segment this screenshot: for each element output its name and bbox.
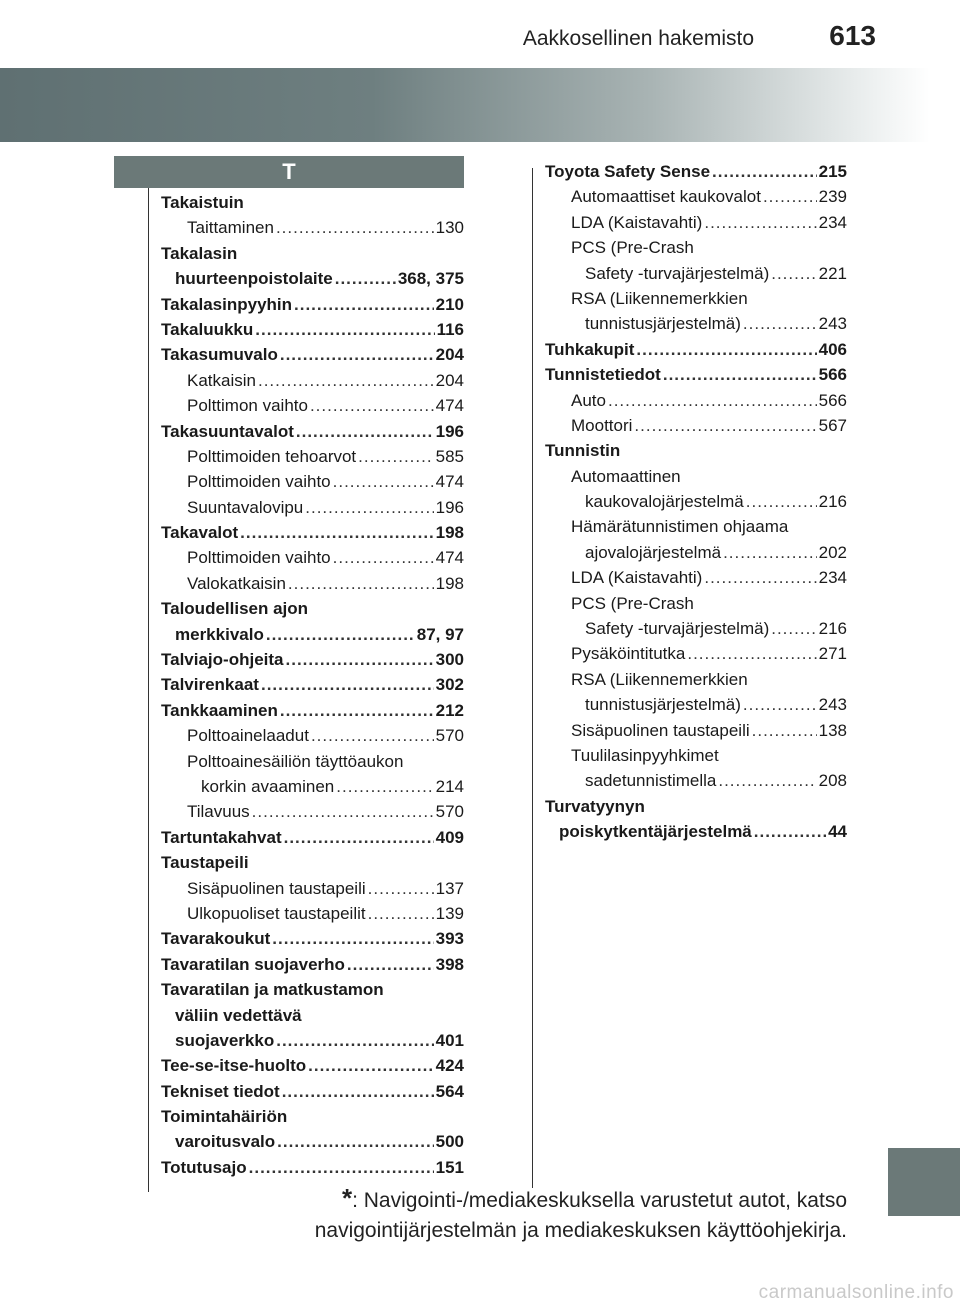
index-entry-text: Sisäpuolinen taustapeili <box>571 720 750 740</box>
index-entry <box>545 388 847 413</box>
index-entry-page: 216 <box>818 492 847 512</box>
leader-dots <box>608 388 817 413</box>
index-entry-page: 564 <box>435 1081 464 1101</box>
index-entry-text: Automaattiset kaukovalot <box>571 187 761 207</box>
index-entry <box>545 362 847 387</box>
index-entry <box>161 292 464 317</box>
index-entry <box>545 413 847 438</box>
leader-dots <box>288 571 434 596</box>
index-entry-text: Tankkaaminen <box>161 700 278 720</box>
index-entry <box>545 311 847 336</box>
index-entry-page: 198 <box>435 523 464 543</box>
index-entry <box>161 926 464 951</box>
index-entry <box>161 698 464 723</box>
index-entry-text: tunnistusjärjestelmä) <box>585 695 741 715</box>
index-entry-text: Suuntavalovipu <box>187 497 304 517</box>
index-entry-page: 208 <box>818 771 847 791</box>
leader-dots <box>771 616 816 641</box>
index-entry-page: 44 <box>828 822 847 842</box>
index-entry-text: huurteenpoistolaite <box>175 269 333 289</box>
index-entry-page: 566 <box>818 390 847 410</box>
leader-dots <box>368 876 434 901</box>
index-entry-text: Takalasinpyyhin <box>161 294 293 314</box>
index-entry-text: Polttoainesäiliön täyttöaukon <box>187 751 404 771</box>
index-entry <box>161 1129 464 1154</box>
leader-dots <box>368 901 434 926</box>
index-entry <box>161 876 464 901</box>
leader-dots <box>347 952 434 977</box>
index-entry <box>161 1053 464 1078</box>
index-entry-page: 204 <box>435 370 464 390</box>
index-entry-page: 570 <box>435 802 464 822</box>
leader-dots <box>284 825 434 850</box>
index-entry-text: Taloudellisen ajon <box>161 599 309 619</box>
index-entry <box>545 286 847 311</box>
index-entry <box>545 514 847 539</box>
index-entry-page: 474 <box>435 472 464 492</box>
leader-dots <box>663 362 817 387</box>
index-entry-text: Polttimon vaihto <box>187 396 308 416</box>
index-entry-page: 87, 97 <box>416 624 464 644</box>
index-entry-page: 409 <box>435 827 464 847</box>
index-entry <box>161 1003 464 1028</box>
leader-dots <box>277 1129 433 1154</box>
footnote-marker: * <box>341 1183 353 1213</box>
index-entry-text: tunnistusjärjestelmä) <box>585 314 741 334</box>
section-letter: T <box>114 156 464 188</box>
index-entry-text: PCS (Pre-Crash <box>571 593 694 613</box>
column-divider <box>532 168 533 1188</box>
index-entry <box>545 438 847 463</box>
index-entry-text: Katkaisin <box>187 370 256 390</box>
index-entry <box>161 342 464 367</box>
index-entry <box>545 489 847 514</box>
index-entry-text: korkin avaaminen <box>201 776 335 796</box>
index-entry <box>161 419 464 444</box>
leader-dots <box>333 469 434 494</box>
index-entry <box>161 952 464 977</box>
index-entry-text: Polttimoiden vaihto <box>187 548 331 568</box>
index-entry-text: kaukovalojärjestelmä <box>585 492 744 512</box>
index-entry-text: Takaistuin <box>161 193 244 212</box>
index-entry-text: Safety -turvajärjestelmä) <box>585 263 770 283</box>
footnote-line-2: navigointijärjestelmän ja mediakeskuksen käyttöohjekirja. <box>314 1219 847 1242</box>
index-entry-page: 424 <box>435 1056 464 1076</box>
index-entry-text: Tilavuus <box>187 802 250 822</box>
index-entry <box>161 596 464 621</box>
index-entry-text: Tunnistetiedot <box>545 365 661 385</box>
index-entry-text: Tavaratilan ja matkustamon <box>161 980 384 1000</box>
index-entry-page: 500 <box>435 1132 464 1152</box>
index-entry <box>161 368 464 393</box>
index-entry-page: 585 <box>435 446 464 466</box>
index-entry-text: Tavaratilan suojaverho <box>161 954 345 974</box>
index-entry-page: 302 <box>435 675 464 695</box>
index-entry <box>545 718 847 743</box>
index-entry-page: 300 <box>435 650 464 670</box>
index-entry-text: Takasumuvalo <box>161 345 278 365</box>
index-entry-text: suojaverkko <box>175 1030 275 1050</box>
index-entry-page: 196 <box>435 497 464 517</box>
index-entry-page: 271 <box>818 644 847 664</box>
index-entry <box>545 235 847 260</box>
index-entry-text: PCS (Pre-Crash <box>571 238 694 258</box>
index-entry-text: Valokatkaisin <box>187 573 286 593</box>
leader-dots <box>294 292 434 317</box>
index-entry <box>161 545 464 570</box>
index-entry <box>161 393 464 418</box>
index-right-column <box>545 159 847 845</box>
index-entry-text: sadetunnistimella <box>585 771 717 791</box>
leader-dots <box>305 495 433 520</box>
leader-dots <box>240 520 433 545</box>
index-entry <box>161 317 464 342</box>
index-entry-page: 398 <box>435 954 464 974</box>
index-entry-page: 368, 375 <box>397 269 464 289</box>
index-entry-page: 401 <box>435 1030 464 1050</box>
index-entry <box>161 672 464 697</box>
leader-dots <box>272 926 433 951</box>
index-entry <box>545 692 847 717</box>
leader-dots <box>252 799 434 824</box>
index-entry-page: 198 <box>435 573 464 593</box>
index-entry <box>161 647 464 672</box>
header-title: Aakkosellinen hakemisto <box>522 27 754 50</box>
index-entry-page: 137 <box>435 878 464 898</box>
index-entry <box>161 571 464 596</box>
index-entry-text: poiskytkentäjärjestelmä <box>559 822 752 842</box>
index-entry <box>545 819 847 844</box>
leader-dots <box>687 641 816 666</box>
leader-dots <box>634 413 816 438</box>
index-entry <box>161 1079 464 1104</box>
index-entry <box>545 540 847 565</box>
watermark: carmanualsonline.info <box>758 1282 954 1303</box>
leader-dots <box>276 215 434 240</box>
index-entry <box>161 241 464 266</box>
leader-dots <box>746 489 817 514</box>
index-entry <box>545 159 847 184</box>
leader-dots <box>286 647 434 672</box>
index-entry <box>161 723 464 748</box>
index-entry-page: 243 <box>818 695 847 715</box>
index-entry-page: 196 <box>435 421 464 441</box>
leader-dots <box>282 1079 434 1104</box>
index-entry-page: 243 <box>818 314 847 334</box>
leader-dots <box>723 540 817 565</box>
index-entry <box>545 794 847 819</box>
index-entry <box>545 667 847 692</box>
index-entry <box>545 184 847 209</box>
leader-dots <box>249 1155 434 1180</box>
leader-dots <box>704 565 816 590</box>
leader-dots <box>358 444 433 469</box>
index-entry-text: Tartuntakahvat <box>161 827 282 847</box>
index-entry <box>161 215 464 240</box>
index-entry <box>545 565 847 590</box>
index-entry-text: Tee-se-itse-huolto <box>161 1056 307 1076</box>
footnote-line-1: *: Navigointi-/mediakeskuksella varustetut autot, katso <box>341 1183 847 1213</box>
index-entry-page: 216 <box>818 619 847 639</box>
header-banner <box>0 68 930 142</box>
leader-dots <box>754 819 826 844</box>
leader-dots <box>763 184 817 209</box>
index-entry-text: Talviajo-ohjeita <box>161 650 284 670</box>
left-column-rule <box>148 188 149 1192</box>
index-entry <box>161 901 464 926</box>
footnote <box>315 1183 847 1246</box>
index-entry <box>545 337 847 362</box>
leader-dots <box>333 545 434 570</box>
index-entry-page: 212 <box>435 700 464 720</box>
leader-dots <box>718 768 816 793</box>
leader-dots <box>310 393 434 418</box>
index-entry-text: ajovalojärjestelmä <box>585 542 722 562</box>
index-entry-page: 234 <box>818 568 847 588</box>
index-entry <box>161 469 464 494</box>
index-entry-page: 215 <box>818 162 847 181</box>
index-entry <box>545 616 847 641</box>
index-entry-page: 138 <box>818 720 847 740</box>
index-entry <box>161 266 464 291</box>
leader-dots <box>752 718 817 743</box>
index-entry <box>545 591 847 616</box>
leader-dots <box>335 266 396 291</box>
index-entry-text: Polttimoiden tehoarvot <box>187 446 357 466</box>
index-entry-page: 393 <box>435 929 464 949</box>
index-entry-page: 566 <box>818 365 847 385</box>
index-entry-page: 221 <box>818 263 847 283</box>
index-entry-text: Taustapeili <box>161 853 249 873</box>
index-entry-page: 210 <box>435 294 464 314</box>
index-entry-text: Taittaminen <box>187 218 274 238</box>
index-entry-text: Polttoainelaadut <box>187 726 309 746</box>
index-entry-text: Tekniset tiedot <box>161 1081 280 1101</box>
index-entry-text: Auto <box>571 390 606 410</box>
index-entry <box>545 210 847 235</box>
index-entry <box>545 743 847 768</box>
index-entry <box>161 749 464 774</box>
index-entry-text: Toimintahäiriön <box>161 1107 288 1127</box>
index-entry-text: Takasuuntavalot <box>161 421 294 441</box>
index-entry-text: LDA (Kaistavahti) <box>571 568 703 588</box>
index-entry <box>545 768 847 793</box>
index-entry-page: 474 <box>435 396 464 416</box>
index-entry-page: 214 <box>435 776 464 796</box>
leader-dots <box>336 774 433 799</box>
leader-dots <box>743 311 817 336</box>
index-entry-text: Moottori <box>571 415 633 435</box>
index-entry-text: varoitusvalo <box>175 1132 276 1152</box>
index-left-column <box>161 190 464 1180</box>
index-entry-page: 130 <box>435 218 464 238</box>
index-entry <box>161 520 464 545</box>
index-entry-text: Takaluukku <box>161 319 254 339</box>
leader-dots <box>258 368 434 393</box>
index-entry <box>161 1104 464 1129</box>
index-entry-text: Safety -turvajärjestelmä) <box>585 619 770 639</box>
leader-dots <box>743 692 817 717</box>
index-entry-page: 204 <box>435 345 464 365</box>
leader-dots <box>308 1053 433 1078</box>
index-entry <box>161 774 464 799</box>
index-entry-text: Ulkopuoliset taustapeilit <box>187 903 366 923</box>
leader-dots <box>296 419 434 444</box>
leader-dots <box>276 1028 433 1053</box>
index-entry-page: 474 <box>435 548 464 568</box>
index-entry <box>161 622 464 647</box>
index-entry-page: 202 <box>818 542 847 562</box>
chapter-tab <box>888 1148 960 1216</box>
index-entry <box>161 1028 464 1053</box>
leader-dots <box>261 672 434 697</box>
index-entry-text: Talvirenkaat <box>161 675 259 695</box>
index-entry <box>161 444 464 469</box>
index-entry <box>161 190 464 215</box>
leader-dots <box>636 337 816 362</box>
index-entry-text: Toyota Safety Sense <box>545 162 711 181</box>
leader-dots <box>712 159 817 184</box>
index-entry-text: Pysäköintitutka <box>571 644 686 664</box>
index-entry <box>161 825 464 850</box>
index-entry <box>545 261 847 286</box>
index-entry-text: RSA (Liikennemerkkien <box>571 669 748 689</box>
index-entry-text: LDA (Kaistavahti) <box>571 212 703 232</box>
leader-dots <box>704 210 816 235</box>
leader-dots <box>255 317 434 342</box>
index-entry-text: Turvatyynyn <box>545 796 645 816</box>
index-entry-text: väliin vedettävä <box>175 1005 302 1025</box>
index-entry-text: Hämärätunnistimen ohjaama <box>571 517 789 537</box>
page-number: 613 <box>829 20 876 51</box>
index-entry-page: 151 <box>435 1157 464 1177</box>
index-entry-text: Tunnistin <box>545 441 621 461</box>
index-entry-page: 139 <box>435 903 464 923</box>
index-entry-text: Automaattinen <box>571 466 681 486</box>
index-entry-page: 570 <box>435 726 464 746</box>
index-entry-text: Sisäpuolinen taustapeili <box>187 878 366 898</box>
index-entry-text: Takalasin <box>161 243 238 263</box>
index-entry <box>161 1155 464 1180</box>
index-entry-page: 234 <box>818 212 847 232</box>
index-entry-page: 567 <box>818 415 847 435</box>
leader-dots <box>280 698 434 723</box>
index-entry-text: RSA (Liikennemerkkien <box>571 288 748 308</box>
leader-dots <box>311 723 434 748</box>
index-entry <box>545 641 847 666</box>
index-entry-text: Tuulilasinpyyhkimet <box>571 745 719 765</box>
index-entry-page: 116 <box>436 319 464 339</box>
index-entry-page: 406 <box>818 339 847 359</box>
index-entry-text: Takavalot <box>161 523 239 543</box>
leader-dots <box>266 622 415 647</box>
index-entry-text: Tavarakoukut <box>161 929 271 949</box>
index-entry <box>161 799 464 824</box>
index-entry <box>161 977 464 1002</box>
index-entry <box>161 850 464 875</box>
leader-dots <box>280 342 434 367</box>
index-entry-text: Tuhkakupit <box>545 339 635 359</box>
index-entry-text: merkkivalo <box>175 624 264 644</box>
index-entry <box>161 495 464 520</box>
index-entry <box>545 464 847 489</box>
index-entry-page: 239 <box>818 187 847 207</box>
index-entry-text: Polttimoiden vaihto <box>187 472 331 492</box>
leader-dots <box>771 261 816 286</box>
index-entry-text: Totutusajo <box>161 1157 247 1177</box>
